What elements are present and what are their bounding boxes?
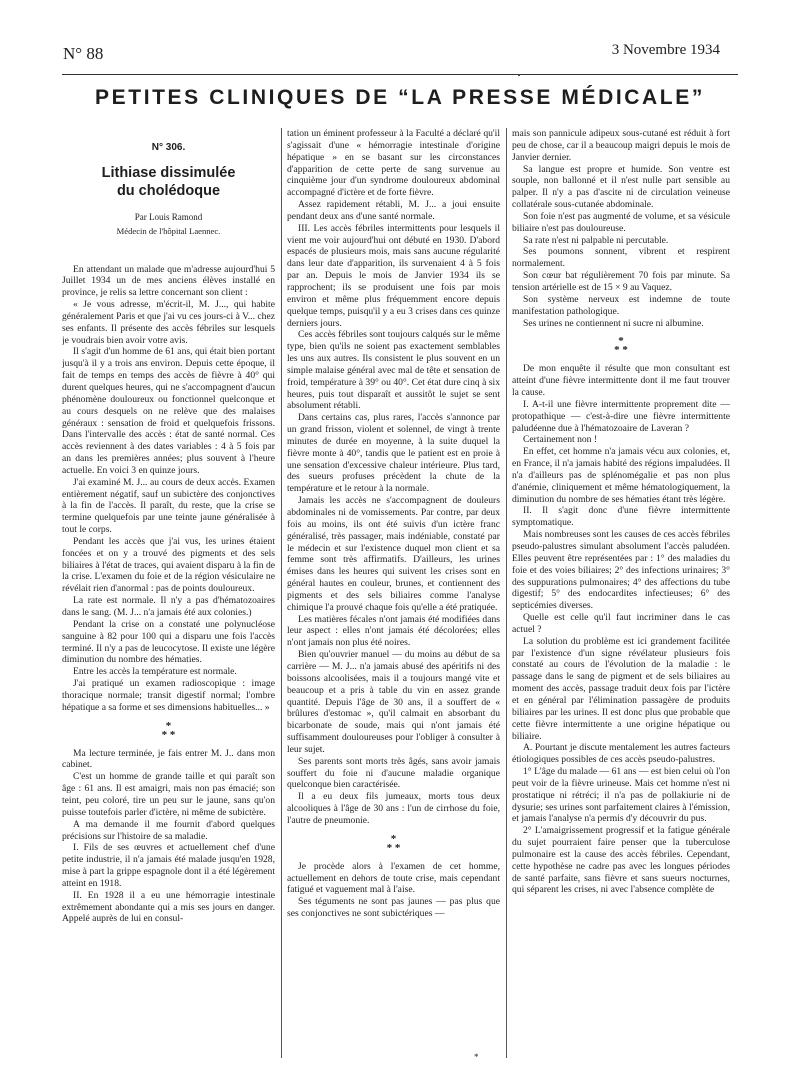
header-rule xyxy=(62,74,738,75)
paragraph: I. Fils de ses œuvres et actuellement chef d'une petite industrie, il n'a jamais été malade jusqu'en 1928, mise à part la grippe espagnole dont il a été légèrement atteint en 1918. xyxy=(62,842,275,889)
paragraph: En effet, cet homme n'a jamais vécu aux colonies, et, en France, il n'a jamais habité des régions impaludées. Il n'a d'ailleurs pas de splénomégalie et pas non plus d'anémie, cliniquement et même hématologiquement, la diminution du nombre de ses hématies étant très légère. xyxy=(512,446,730,505)
page-number: N° 88 xyxy=(63,44,104,63)
column-3 xyxy=(512,128,730,1063)
paragraph: Bien qu'ouvrier manuel — du moins au début de sa carrière — M. J... n'a jamais abusé des apéritifs ni des boissons alcoolisées, mais il a toujours mangé vite et beaucoup et a pris à table du vin en assez grande quantité. Depuis l'âge de 30 ans, il a souffert de « brûlures d'estomac », qu'il calmait en absorbant du bicarbonate de soude, mais qui n'ont jamais été suffisamment douloureuses pour l'obliger à consulter à leur sujet. xyxy=(287,649,500,755)
column-rule-2 xyxy=(506,128,507,1058)
column-rule-1 xyxy=(281,128,282,1058)
paragraph: Son cœur bat régulièrement 70 fois par minute. Sa tension artérielle est de 15 × 9 au Vaquez. xyxy=(512,270,730,293)
paragraph: II. En 1928 il a eu une hémorragie intestinale extrêmement abondante qui a mis ses jours en danger. Appelé auprès de lui en consul- xyxy=(62,889,275,925)
paragraph: Mais nombreuses sont les causes de ces accès fébriles pseudo-palustres simulant absolument l'accès paludéen. Elles peuvent être représentées par : 1° des maladies du foie et des voies biliaires; 2° des infections urinaires; 3° des suppurations pulmonaires; 4° des affections du tube digestif; 5° des endocardites infectieuses; 6° des septicémies diverses. xyxy=(512,529,730,612)
paragraph: 1° L'âge du malade — 61 ans — est bien celui où l'on peut voir de la fièvre urineuse. Mais cet homme n'est ni prostatique ni rétréci; il n'a pas de pollakiurie ni de dysurie; ses urines sont parfaitement claires à l'émission, et jamais l'analyse n'a permis d'y découvrir du pus. xyxy=(512,766,730,825)
paragraph: J'ai examiné M. J... au cours de deux accès. Examen entièrement négatif, sauf un subictère des conjonctives à la fin de l'accès. Il paraît, du reste, que la crise se termine quelquefois par une teinte jaune généralisée à tout le corps. xyxy=(62,476,275,536)
paragraph: III. Les accès fébriles intermittents pour lesquels il vient me voir aujourd'hui ont débuté en 1930. D'abord espacés de plusieurs mois, mais sans aucune régularité dans leur date d'apparition, ils survenaient 4 à 5 fois par an. Depuis le mois de Janvier 1934 ils se rapprochent; ils se produisent une fois par mois environ et même plus fréquemment encore depuis quelque temps, puisqu'il y a eu 3 crises dans ces quinze derniers jours. xyxy=(287,222,500,329)
paragraph: Je procède alors à l'examen de cet homme, actuellement en dehors de toute crise, mais cependant fatigué et vaguement mal à l'aise. xyxy=(287,860,500,896)
paragraph: La solution du problème est ici grandement facilitée par l'existence d'un signe révélateur plusieurs fois constaté au cours de l'évolution de la maladie : le passage dans le sang de pigment et de sels biliaires au moment des accès, passage traduit deux fois par l'ictère et en général par l'élimination passagère de produits biliaires par les urines. Il est donc plus que probable que cette fièvre intermittente a une origine hépatique ou biliaire. xyxy=(512,635,730,742)
paragraph: Certainement non ! xyxy=(523,434,598,446)
paragraph: Pendant la crise on a constaté une polynucléose sanguine à 82 pour 100 qui a disparu une fois l'accès terminé. Il n'y a pas de leucocytose. Il existe une légère diminution du nombre des hématies. xyxy=(62,618,275,666)
paragraph: Sa rate n'est ni palpable ni percutable. xyxy=(523,234,669,246)
paragraph: Ses urines ne contiennent ni sucre ni albumine. xyxy=(523,317,704,329)
paragraph: Dans certains cas, plus rares, l'accès s'annonce par un grand frisson, violent et solennel, de vingt à trente minutes de durée en moyenne, à la suite duquel la fièvre monte à 40°, tandis que le patient est en proie à une sensation d'excessive chaleur intérieure. Plus tard, des sueurs profuses précèdent la chute de la température et le retour à la normale. xyxy=(287,412,500,495)
mark xyxy=(518,74,520,76)
paragraph: Son foie n'est pas augmenté de volume, et sa vésicule biliaire n'est pas douloureuse. xyxy=(512,210,730,234)
article-title-line-1: Lithiase dissimulée xyxy=(101,164,236,181)
article-title xyxy=(62,164,275,200)
paragraph: Ma lecture terminée, je fais entrer M. J.. dans mon cabinet. xyxy=(62,747,275,771)
paragraph: 2° L'amaigrissement progressif et la fatigue générale du sujet pourraient faire penser que la tuberculose pulmonaire est la cause des accès fébriles. Cependant, cette hypothèse ne cadre pas avec les longues périodes de santé parfaite, sans fièvre et sans sueurs nocturnes, qui séparent les crises, ni avec l'absence complète de xyxy=(512,825,730,896)
paragraph: Les matières fécales n'ont jamais été modifiées dans leur aspect : elles n'ont jamais été décolorées; elles n'ont jamais non plus été noires. xyxy=(287,613,500,649)
footer-asterisk: * xyxy=(474,1052,479,1062)
section-asterisks: * * * xyxy=(386,832,401,854)
paragraph: mais son pannicule adipeux sous-cutané est réduit à fort peu de chose, car il a beaucoup maigri depuis le mois de Janvier dernier. xyxy=(512,128,730,163)
paragraph: Il s'agit d'un homme de 61 ans, qui était bien portant jusqu'à il y a trois ans environ. Depuis cette époque, il fait de temps en temps des accès de fièvre à 40° qui durent quelques heures, qui ne s'accompagnent d'aucun phénomène douloureux ou fonctionnel quelconque et au cours desquels on ne relève que des malaises généraux : sensation de froid et quelquefois frissons. Dans l'intervalle des accès : état de santé normal. Ces accès reviennent à des dates variables : 4 à 5 fois par an dans les premières années; plus souvent à l'heure actuelle. En voici 3 en quinze jours. xyxy=(62,346,275,476)
article-title-line-2: du cholédoque xyxy=(116,182,221,199)
issue-date: 3 Novembre 1934 xyxy=(611,42,720,58)
paragraph: A. Pourtant je discute mentalement les autres facteurs étiologiques possibles de ces accès pseudo-palustres. xyxy=(512,742,730,766)
article-number: N° 306. xyxy=(151,142,186,153)
paragraph: « Je vous adresse, m'écrit-il, M. J..., qui habite généralement Paris et que j'ai vu ces jours-ci à V... chez ses enfants. Il présente des accès fébriles sur lesquels je voudrais bien avoir votre avis. xyxy=(62,299,275,346)
paragraph: A ma demande il me fournit d'abord quelques précisions sur l'histoire de sa maladie. xyxy=(62,818,275,842)
paragraph: Jamais les accès ne s'accompagnent de douleurs abdominales ni de vomissements. Par contre, par deux fois au moins, ils ont été suivis d'un ictère franc généralisé, très passager, mais indéniable, constaté par le médecin et sur l'existence duquel mon client et sa femme sont très affirmatifs. D'ailleurs, les urines émises dans les heures qui suivent les crises sont en général hautes en couleur, brunes, et contiennent des pigments et des sels biliaires comme l'analyse chimique l'a prouvé chaque fois qu'elle a été pratiquée. xyxy=(287,495,500,613)
paragraph: En attendant un malade que m'adresse aujourd'hui 5 Juillet 1934 un de mes anciens élèves installé en province, je relis sa lettre concernant son client : xyxy=(62,263,275,299)
paragraph: Son système nerveux est indemne de toute manifestation pathologique. xyxy=(512,293,730,317)
paragraph: Ses poumons sonnent, vibrent et respirent normalement. xyxy=(512,246,730,270)
paragraph: Ses téguments ne sont pas jaunes — pas plus que ses conjonctives ne sont subictériques — xyxy=(287,896,500,920)
paragraph: Entre les accès la température est normale. xyxy=(73,666,237,678)
paragraph: J'ai pratiqué un examen radioscopique : image thoracique normale; transit digestif normal; l'ombre hépatique a sa forme et ses dimensions habituelles... » xyxy=(62,678,275,713)
paragraph: Sa langue est propre et humide. Son ventre est souple, non ballonné et il n'est nulle part sensible au palper. Il n'y a pas d'ascite ni de circulation veineuse collatérale sous-cutanée abdominale. xyxy=(512,163,730,211)
section-asterisks: * * * xyxy=(614,335,628,357)
column-1 xyxy=(62,128,275,1063)
paragraph: La rate est normale. Il n'y a pas d'hématozoaires dans le sang. (M. J... n'a jamais été aux colonies.) xyxy=(62,595,275,618)
section-asterisks: * * * xyxy=(161,719,176,741)
paragraph: De mon enquête il résulte que mon consultant est atteint d'une fièvre intermittente dont il me faut trouver la cause. xyxy=(512,363,730,399)
paragraph: Ces accès fébriles sont toujours calqués sur le même type, bien qu'ils ne soient pas exactement semblables les uns aux autres. Ils consistent le plus souvent en un simple malaise général avec mal de tête et sensation de froid, température à 39° ou 40°. Cet état dure cinq à six heures, puis tout disparaît et aussitôt le sujet se sent absolument rétabli. xyxy=(287,329,500,412)
paragraph: Il a eu deux fils jumeaux, morts tous deux alcooliques à l'âge de 30 ans : l'un de cirrhose du foie, l'autre de pneumonie. xyxy=(287,791,500,826)
column-2 xyxy=(287,128,500,1063)
paragraph: Quelle est celle qu'il faut incriminer dans le cas actuel ? xyxy=(512,612,730,635)
paragraph: Assez rapidement rétabli, M. J... a joui ensuite pendant deux ans d'une santé normale. xyxy=(287,199,500,222)
paragraph: C'est un homme de grande taille et qui paraît son âge : 61 ans. Il est amaigri, mais non pas émacié; son teint, peu coloré, tire un peu sur le jaune, sans qu'on puisse toutefois parler d'ictère, ni même de subictère. xyxy=(62,771,275,818)
paragraph: I. A-t-il une fièvre intermittente proprement dite — protopathique — c'est-à-dire une fièvre intermittente paludéenne due à l'hématozoaire de Laveran ? xyxy=(512,398,730,434)
author-affiliation: Médecin de l'hôpital Laennec. xyxy=(116,225,221,236)
paragraph: II. Il s'agit donc d'une fièvre intermittente symptomatique. xyxy=(512,505,730,529)
paragraph: Ses parents sont morts très âgés, sans avoir jamais souffert du foie ni d'aucune maladie organique quelconque bien caractérisée. xyxy=(287,755,500,791)
journal-title: PETITES CLINIQUES DE “LA PRESSE MÉDICALE” xyxy=(95,86,705,109)
paragraph: tation un éminent professeur à la Faculté a déclaré qu'il s'agissait d'une « hémorragie intestinale d'origine hépatique » en se basant sur les circonstances d'apparition de cette perte de sang survenue au cinquième jour d'un syndrome douloureux abdominal accompagné d'ictère et de forte fièvre. xyxy=(287,128,500,199)
paragraph: Pendant les accès que j'ai vus, les urines étaient foncées et on y a trouvé des pigments et des sels biliaires à l'état de traces, qui avaient disparu à la fin de la crise. L'examen du foie et de la région vésiculaire ne révélait rien d'anormal : pas de points douloureux. xyxy=(62,535,275,595)
author: Par Louis Ramond xyxy=(134,211,203,222)
